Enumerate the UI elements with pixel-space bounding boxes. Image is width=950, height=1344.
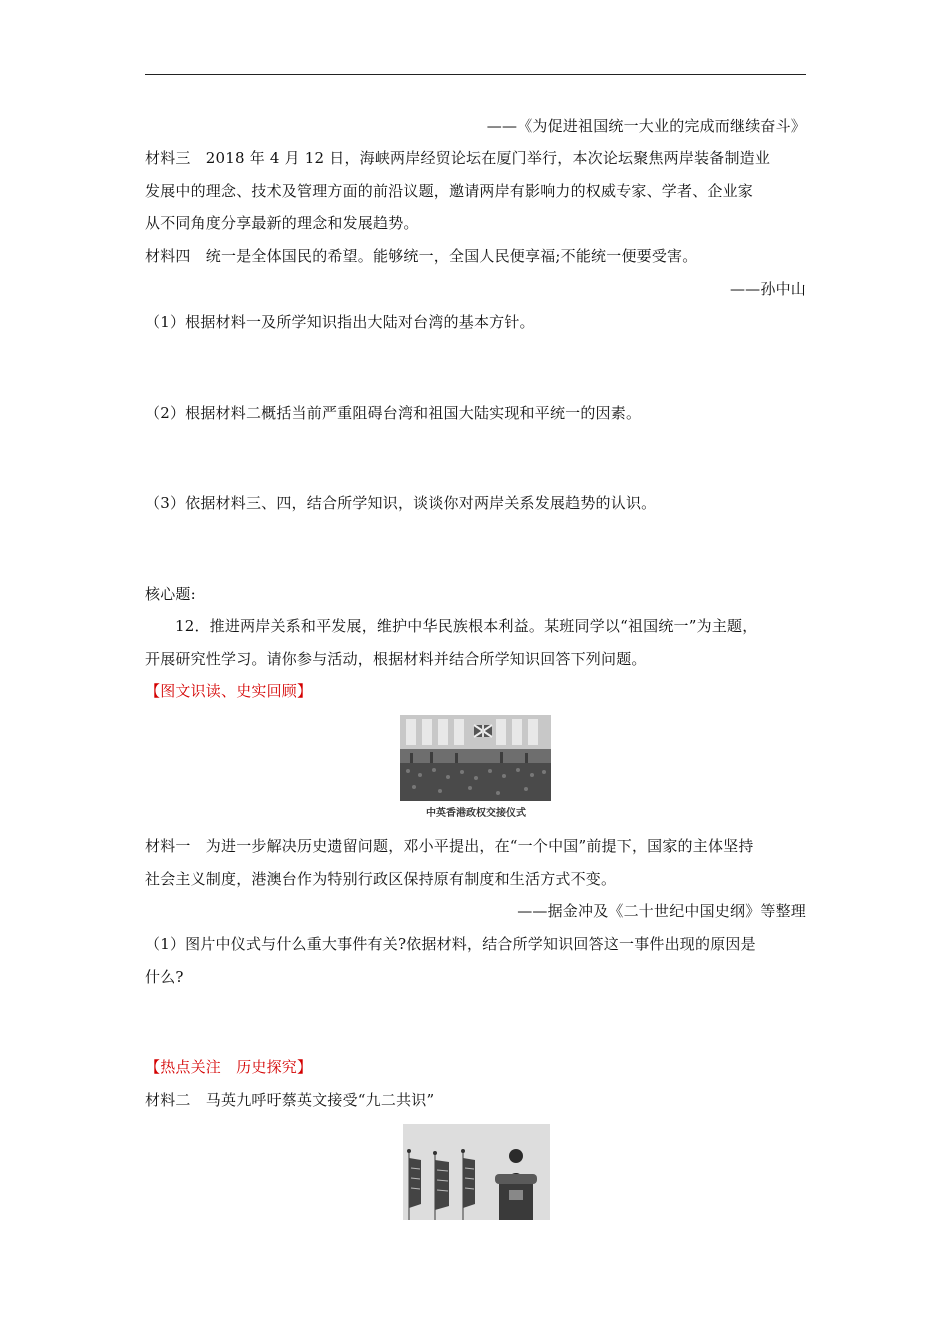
section-2-heading: 【热点关注 历史探究】 <box>145 1058 313 1076</box>
podium-speech-image <box>403 1124 550 1220</box>
handover-ceremony-photo <box>400 715 551 801</box>
material-4-source: ——孙中山 <box>729 280 806 298</box>
material-2-new: 材料二 马英九呼吁蔡英文接受“九二共识” <box>145 1091 435 1109</box>
photo-1-caption: 中英香港政权交接仪式 <box>426 808 526 819</box>
material-3-line-2: 发展中的理念、技术及管理方面的前沿议题，邀请两岸有影响力的权威专家、学者、企业家 <box>145 182 754 200</box>
material-2-source: ——《为促进祖国统一大业的完成而继续奋斗》 <box>486 117 806 135</box>
question-12-1-line-2: 什么? <box>145 968 184 986</box>
section-1-heading: 【图文识读、史实回顾】 <box>145 682 313 700</box>
question-11-1: （1）根据材料一及所学知识指出大陆对台湾的基本方针。 <box>145 313 535 331</box>
handover-ceremony-image <box>400 715 551 801</box>
material-1-source: ——据金冲及《二十世纪中国史纲》等整理 <box>517 902 806 920</box>
material-1-line-2: 社会主义制度，港澳台作为特别行政区保持原有制度和生活方式不变。 <box>145 870 617 888</box>
material-3-line-1: 材料三 2018 年 4 月 12 日，海峡两岸经贸论坛在厦门举行，本次论坛聚焦两岸装备制造业 <box>145 149 771 167</box>
core-label: 核心题: <box>145 585 196 603</box>
question-11-3: （3）依据材料三、四，结合所学知识，谈谈你对两岸关系发展趋势的认识。 <box>145 494 657 512</box>
question-12-1-line-1: （1）图片中仪式与什么重大事件有关?依据材料，结合所学知识回答这一事件出现的原因是 <box>145 935 756 953</box>
material-1-line-1: 材料一 为进一步解决历史遗留问题，邓小平提出，在“一个中国”前提下，国家的主体坚持 <box>145 837 754 855</box>
header-rule <box>145 74 806 75</box>
question-12-line-2: 开展研究性学习。请你参与活动，根据材料并结合所学知识回答下列问题。 <box>145 650 647 668</box>
question-12-line-1: 12．推进两岸关系和平发展，维护中华民族根本利益。某班同学以“祖国统一”为主题， <box>175 617 758 635</box>
question-11-2: （2）根据材料二概括当前严重阻碍台湾和祖国大陆实现和平统一的因素。 <box>145 404 642 422</box>
material-3-line-3: 从不同角度分享最新的理念和发展趋势。 <box>145 214 419 232</box>
material-4-text: 材料四 统一是全体国民的希望。能够统一，全国人民便享福;不能统一便要受害。 <box>145 247 698 265</box>
podium-speech-photo <box>403 1124 550 1220</box>
